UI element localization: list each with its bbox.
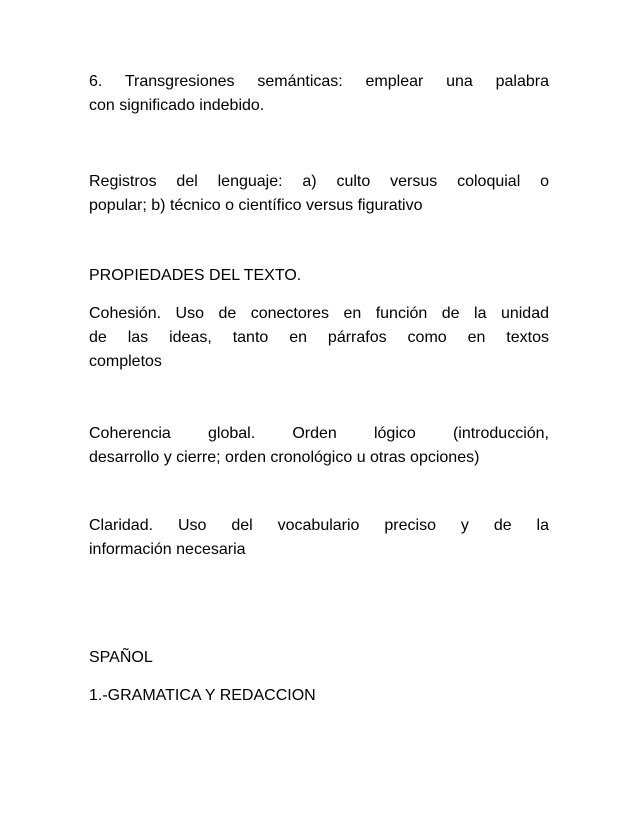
paragraph-claridad: [89, 514, 549, 562]
text-line: con significado indebido.: [89, 97, 265, 114]
text-line: información necesaria: [89, 541, 246, 558]
text-line: Coherencia global. Orden lógico (introducción,: [89, 425, 549, 442]
heading-spanol: [89, 646, 549, 670]
text-line: Claridad. Uso del vocabulario preciso y de la: [89, 517, 549, 534]
text-line: SPAÑOL: [89, 649, 153, 666]
paragraph-cohesion: [89, 302, 549, 374]
paragraph-registros: [89, 170, 549, 218]
text-line: 6. Transgresiones semánticas: emplear una palabra: [89, 73, 549, 90]
text-line: popular; b) técnico o científico versus figurativo: [89, 197, 423, 214]
heading-gramatica: [89, 684, 549, 708]
text-line: 1.-GRAMATICA Y REDACCION: [89, 687, 316, 704]
section-heading-propiedades: [89, 264, 549, 288]
text-line: de las ideas, tanto en párrafos como en textos: [89, 329, 549, 346]
paragraph-coherencia: [89, 422, 549, 470]
text-line: PROPIEDADES DEL TEXTO.: [89, 267, 302, 284]
paragraph-transgresiones: [89, 70, 549, 118]
text-line: Cohesión. Uso de conectores en función de la unidad: [89, 305, 549, 322]
text-line: desarrollo y cierre; orden cronológico u otras opciones): [89, 449, 480, 466]
text-line: completos: [89, 353, 162, 370]
text-line: Registros del lenguaje: a) culto versus coloquial o: [89, 173, 549, 190]
